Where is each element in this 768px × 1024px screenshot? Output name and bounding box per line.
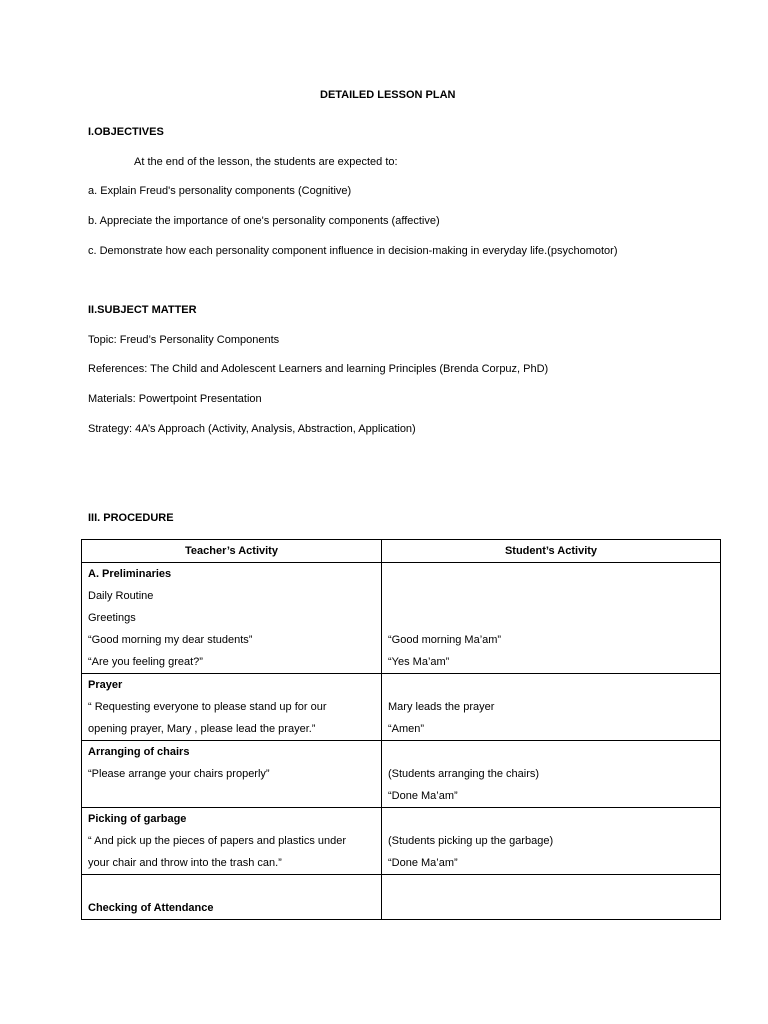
teacher-line: opening prayer, Mary , please lead the prayer.”: [88, 723, 316, 735]
student-line: “Yes Ma’am”: [388, 656, 450, 668]
student-cell: [382, 808, 721, 875]
teacher-cell: [82, 563, 382, 674]
student-line: “Good morning Ma’am”: [388, 634, 502, 646]
subject-references: References: The Child and Adolescent Learners and learning Principles (Brenda Corpuz, PhD): [88, 363, 549, 375]
teacher-line: “Please arrange your chairs properly”: [88, 768, 270, 780]
student-line: Mary leads the prayer: [388, 701, 495, 713]
objective-c: c. Demonstrate how each personality component influence in decision-making in everyday life.(psychomotor): [88, 245, 618, 257]
subject-topic: Topic: Freud’s Personality Components: [88, 334, 280, 346]
table-row: [82, 741, 721, 808]
prayer-heading: Prayer: [88, 679, 123, 691]
teacher-line: Greetings: [88, 612, 136, 624]
teacher-line: “Good morning my dear students”: [88, 634, 253, 646]
teacher-line: “ Requesting everyone to please stand up for our: [88, 701, 327, 713]
teacher-cell: [82, 674, 382, 741]
objective-a: a. Explain Freud's personality components (Cognitive): [88, 185, 352, 197]
student-cell: [382, 741, 721, 808]
chairs-heading: Arranging of chairs: [88, 746, 190, 758]
document-title: DETAILED LESSON PLAN: [320, 89, 456, 101]
teacher-line: Daily Routine: [88, 590, 154, 602]
table-row: [82, 563, 721, 674]
table-header-row: [82, 540, 721, 563]
table-row: [82, 674, 721, 741]
student-line: “Done Ma’am”: [388, 857, 458, 869]
objectives-intro: At the end of the lesson, the students are expected to:: [134, 156, 398, 168]
teacher-cell: [82, 875, 382, 920]
attendance-heading: Checking of Attendance: [88, 902, 214, 914]
teacher-line: “Are you feeling great?”: [88, 656, 203, 668]
teacher-cell: [82, 741, 382, 808]
procedure-table: [81, 539, 721, 920]
teacher-activity-header: Teacher’s Activity: [82, 540, 382, 563]
student-activity-header: Student’s Activity: [382, 540, 721, 563]
teacher-line: “ And pick up the pieces of papers and plastics under: [88, 835, 347, 847]
table-row: [82, 875, 721, 920]
subject-strategy: Strategy: 4A’s Approach (Activity, Analysis, Abstraction, Application): [88, 423, 416, 435]
objective-b: b. Appreciate the importance of one's personality components (affective): [88, 215, 440, 227]
garbage-heading: Picking of garbage: [88, 813, 187, 825]
objectives-heading: I.OBJECTIVES: [88, 126, 164, 138]
student-cell: [382, 875, 721, 920]
table-row: [82, 808, 721, 875]
student-line: “Amen”: [388, 723, 425, 735]
teacher-line: your chair and throw into the trash can.”: [88, 857, 282, 869]
student-line: (Students picking up the garbage): [388, 835, 554, 847]
student-cell: [382, 674, 721, 741]
student-cell: [382, 563, 721, 674]
student-line: “Done Ma’am”: [388, 790, 458, 802]
subject-materials: Materials: Powertpoint Presentation: [88, 393, 262, 405]
procedure-heading: III. PROCEDURE: [88, 512, 174, 524]
student-line: (Students arranging the chairs): [388, 768, 540, 780]
teacher-cell: [82, 808, 382, 875]
preliminaries-heading: A. Preliminaries: [88, 568, 172, 580]
subject-matter-heading: II.SUBJECT MATTER: [88, 304, 197, 316]
